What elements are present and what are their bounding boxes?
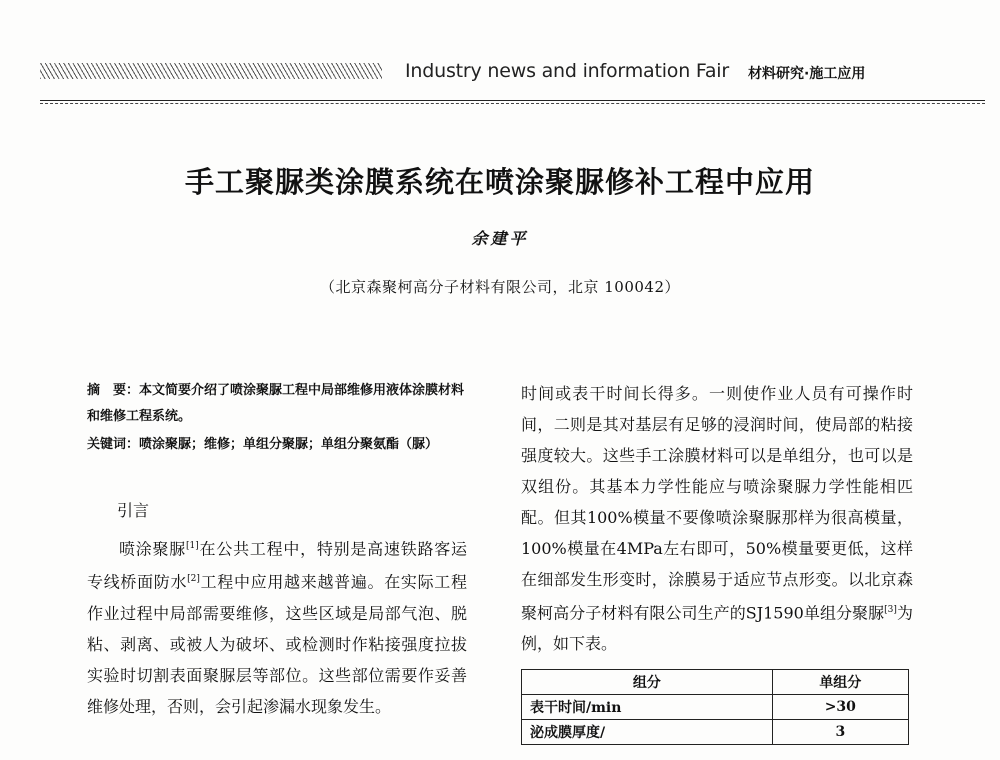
intro-paragraph <box>87 531 467 722</box>
abstract-label: 摘 要： <box>87 383 140 398</box>
journal-name: Industry news and information Fair <box>405 60 730 82</box>
left-column <box>87 378 467 722</box>
right-text-1: 时间或表干时间长得多。一则使作业人员有可操作时间，二则是其对基层有足够的浸润时间，使局部的粘接强度较大。这些手工涂膜材料可以是单组分，也可以是双组份。其基本力学性能应与喷涂聚脲力学性能相匹配。但其100%模量不要像喷涂聚脲那样为很高模量，100%模量在4MPa左右即可，50%模量要更低，这样在细部发生形变时，涂膜易于适应节点形变。以北京森聚柯高分子材料有限公司生产的SJ1590单组分聚脲 <box>521 384 913 623</box>
ref-3: [3] <box>884 605 897 615</box>
article-title: 手工聚脲类涂膜系统在喷涂聚脲修补工程中应用 <box>184 165 815 199</box>
keywords-text: 喷涂聚脲；维修；单组分聚脲；单组分聚氨酯（脲） <box>139 437 439 452</box>
table-header-cell: 单组分 <box>772 670 908 695</box>
table-header-cell: 组分 <box>522 670 773 695</box>
author-affiliation: （北京森聚柯高分子材料有限公司，北京 100042） <box>319 278 681 296</box>
table-cell: 表干时间/min <box>522 695 773 720</box>
ref-2: [2] <box>187 574 200 585</box>
keywords <box>87 432 467 458</box>
table-cell: 3 <box>772 720 908 745</box>
header-rule-dashed <box>40 103 985 104</box>
right-paragraph <box>521 378 913 659</box>
column-label: 材料研究·施工应用 <box>748 66 866 82</box>
table-cell: >30 <box>772 695 908 720</box>
header-hatch-decoration <box>40 63 382 79</box>
article-author: 余建平 <box>471 229 529 248</box>
intro-text-2: 在公共工程中，特别是高速铁路客运专线桥面防水 <box>87 539 467 592</box>
keywords-label: 关键词： <box>87 437 140 452</box>
table-header-row <box>522 670 909 695</box>
properties-table <box>521 669 909 745</box>
abstract-text: 本文简要介绍了喷涂聚脲工程中局部维修用液体涂膜材料和维修工程系统。 <box>87 383 465 424</box>
table-row <box>522 695 909 720</box>
right-column <box>521 378 913 745</box>
table-row <box>522 720 909 745</box>
intro-text-1: 喷涂聚脲 <box>119 539 187 559</box>
header-rule <box>40 100 985 101</box>
table-cell: 泌成膜厚度/ <box>522 720 773 745</box>
section-heading: 引言 <box>117 501 150 520</box>
intro-text-3: 工程中应用越来越普遍。在实际工程作业过程中局部需要维修，这些区域是局部气泡、脱粘、剥离、或被人为破坏、或检测时作粘接强度拉拔实验时切割表面聚脲层等部位。这些部位需要作妥善维修处理，否则，会引起渗漏水现象发生。 <box>87 572 467 716</box>
ref-1: [1] <box>186 541 199 551</box>
right-text-2: 为例，如下表。 <box>521 603 913 654</box>
abstract <box>87 378 467 430</box>
